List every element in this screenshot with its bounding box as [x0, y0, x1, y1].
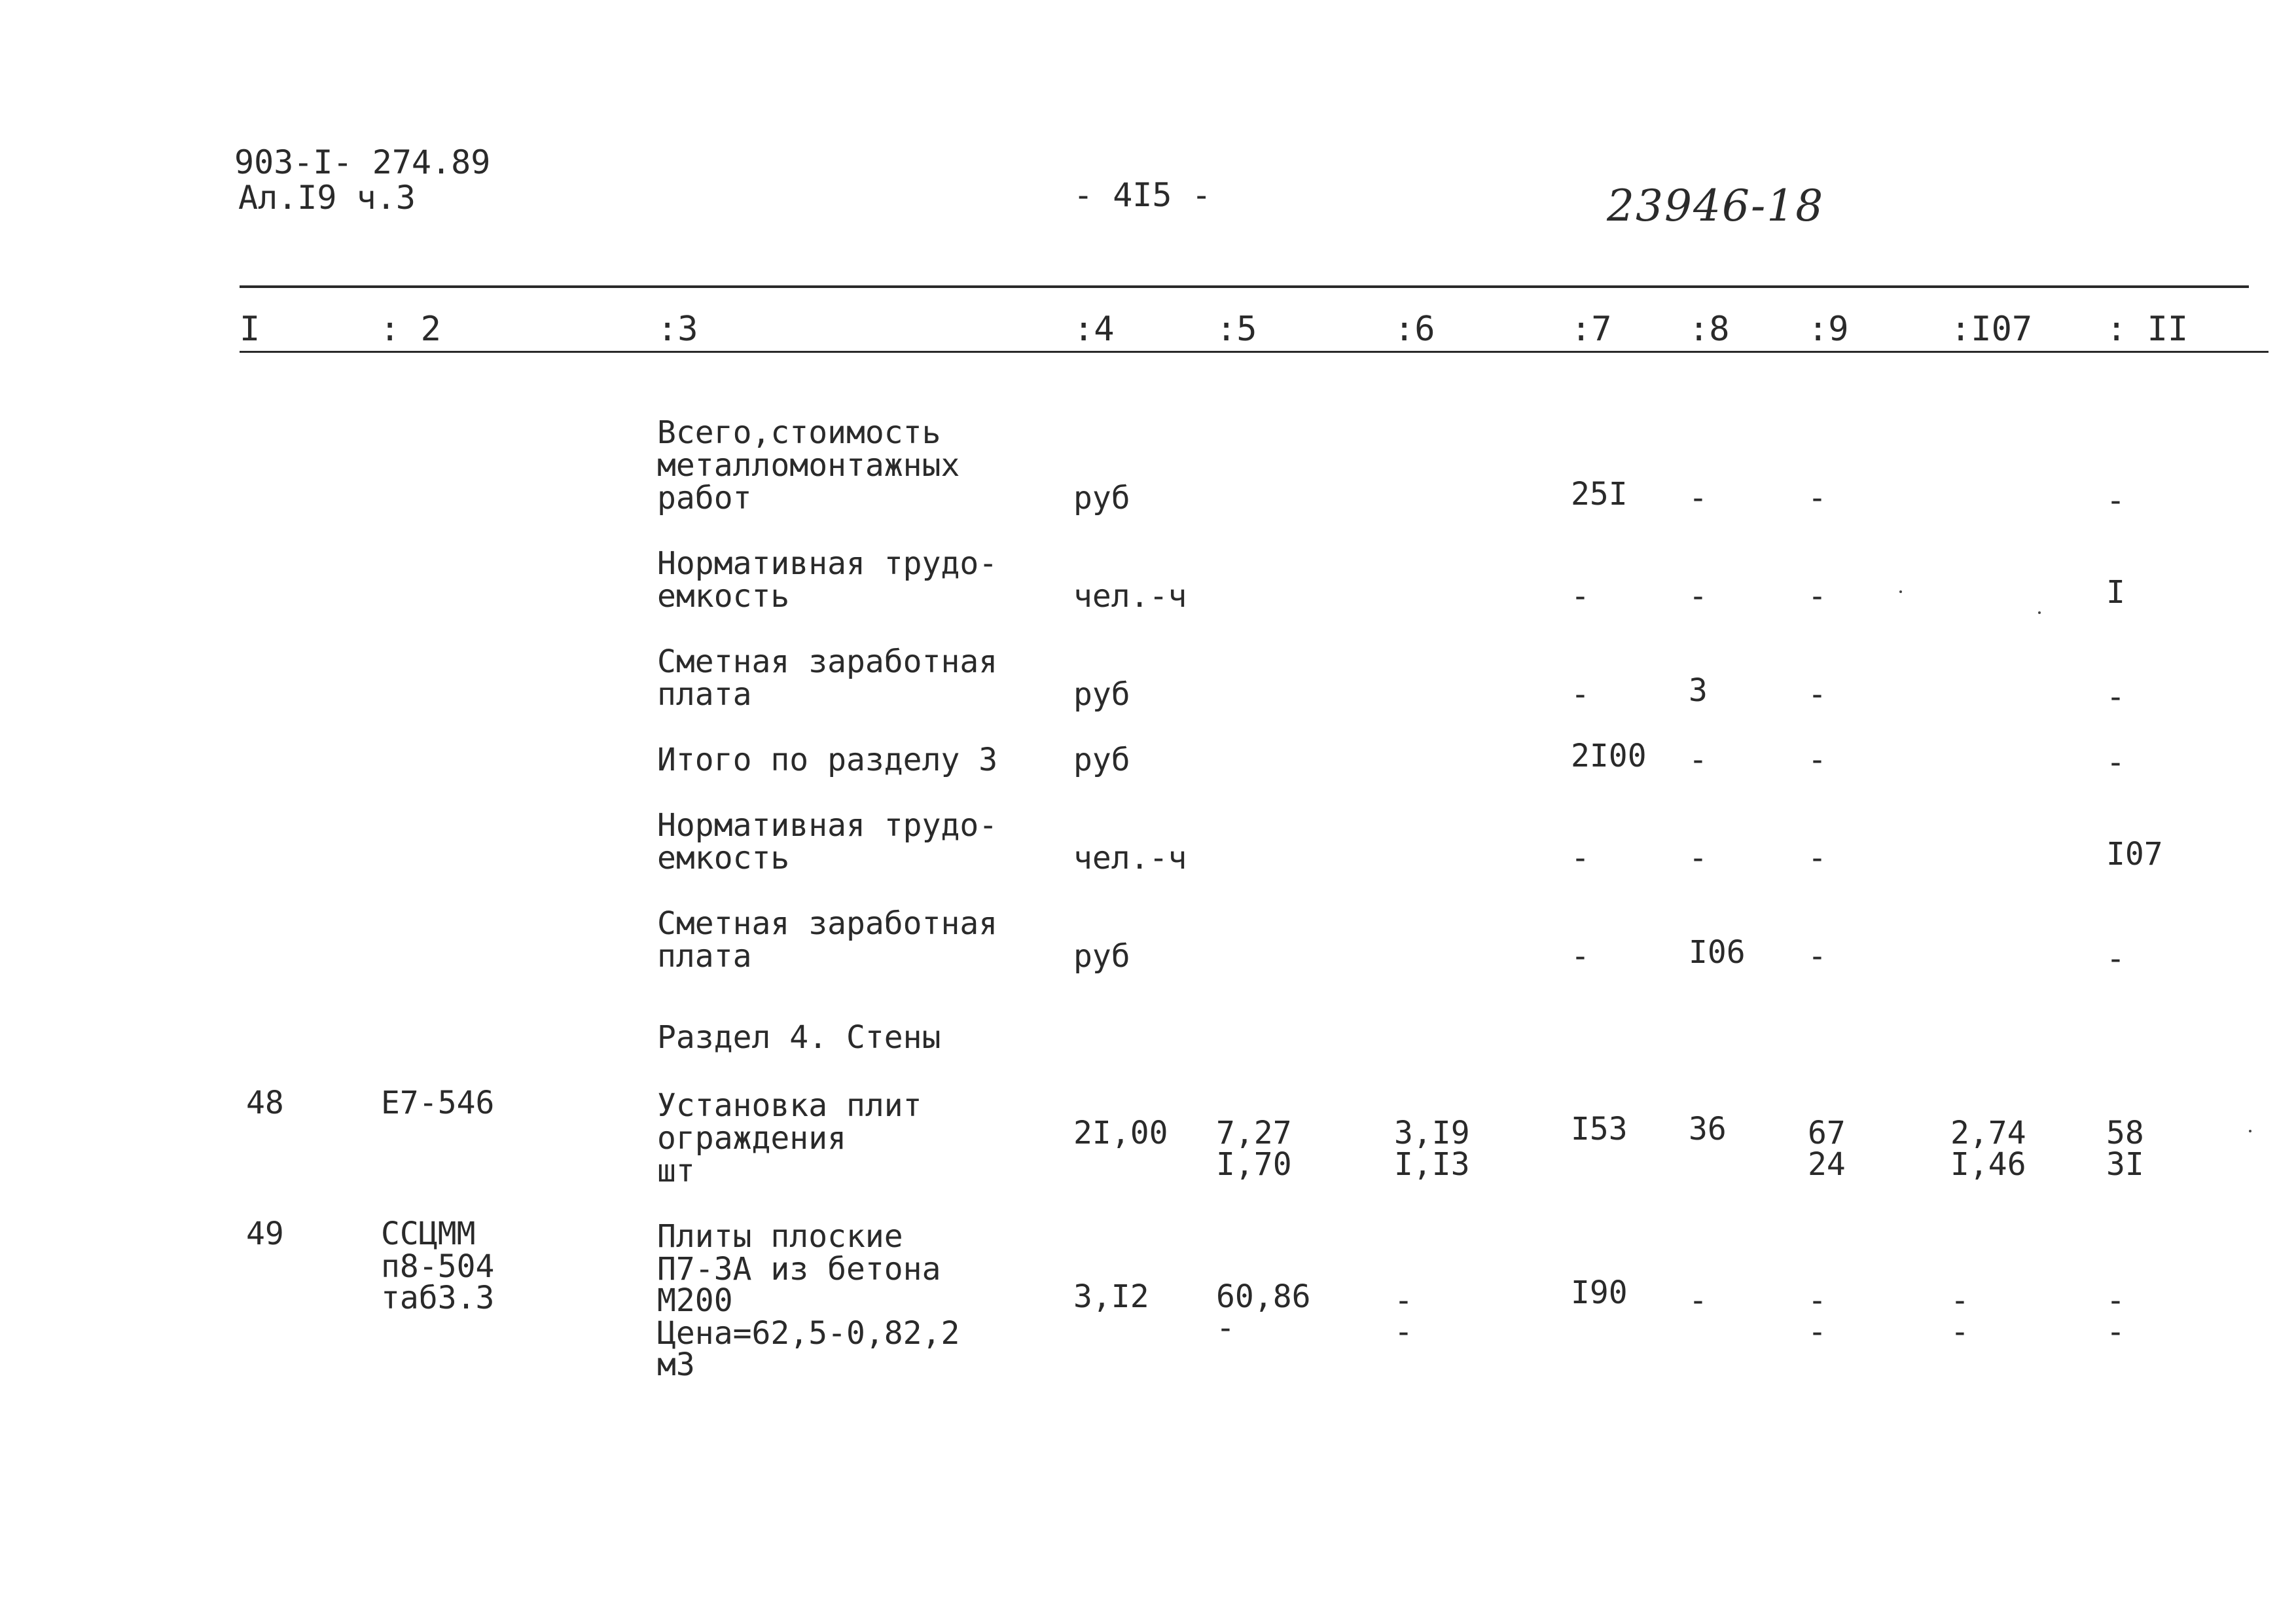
row-name-line: Сметная заработная: [657, 643, 998, 680]
cell-col8: -: [1689, 840, 1708, 876]
row-unit: чел.-ч: [1073, 578, 1187, 615]
cell-col7: 25I: [1571, 476, 1628, 513]
document-code: 903-I- 274.89: [234, 143, 491, 181]
cell-col6-top: 3,I9: [1394, 1115, 1470, 1151]
cell-col5-bottom: I,70: [1216, 1146, 1292, 1183]
scan-speck: [1899, 590, 1902, 593]
cell-col11-top: -: [2106, 1282, 2125, 1319]
cell-col10-top: -: [1950, 1282, 1969, 1319]
cell-col7: I90: [1571, 1274, 1628, 1311]
column-header-9: :9: [1808, 310, 1849, 349]
row-name-line: металломонтажных: [657, 447, 960, 484]
cell-col6-bottom: -: [1394, 1314, 1413, 1350]
row-unit: руб: [1073, 480, 1130, 516]
cell-col5-top: 60,86: [1216, 1278, 1311, 1315]
cell-col7: -: [1571, 578, 1590, 615]
column-header-7: :7: [1571, 310, 1612, 349]
cell-col11-bottom: 3I: [2106, 1146, 2144, 1183]
row-number: 49: [246, 1216, 284, 1252]
cell-col11: -: [2106, 482, 2125, 519]
row-code: Е7-546: [381, 1085, 495, 1121]
cell-col9: -: [1808, 578, 1827, 615]
cell-col8: -: [1689, 1282, 1708, 1319]
cell-col4: 2I,00: [1073, 1115, 1168, 1151]
row-code-line: п8-504: [381, 1248, 495, 1285]
page-number: - 4I5 -: [1073, 176, 1211, 214]
row-name-line: емкость: [657, 578, 790, 615]
cell-col9: -: [1808, 742, 1827, 778]
cell-col9-bottom: 24: [1808, 1146, 1846, 1183]
cell-col9-top: -: [1808, 1282, 1827, 1319]
cell-col11: -: [2106, 941, 2125, 977]
column-header-5: :5: [1216, 310, 1257, 349]
cell-col8: 3: [1689, 672, 1708, 709]
cell-col11-top: 58: [2106, 1115, 2144, 1151]
cell-col5-top: 7,27: [1216, 1115, 1292, 1151]
cell-col8: -: [1689, 578, 1708, 615]
cell-col9-top: 67: [1808, 1115, 1846, 1151]
scan-speck: [2249, 1130, 2251, 1132]
cell-col7: -: [1571, 840, 1590, 876]
cell-col7: -: [1571, 938, 1590, 975]
cell-col7: I53: [1571, 1111, 1628, 1147]
album-number: Ал.I9 ч.3: [238, 179, 416, 217]
cell-col10-top: 2,74: [1950, 1115, 2026, 1151]
row-code-line: таб3.3: [381, 1280, 495, 1316]
cell-col8: 36: [1689, 1111, 1727, 1147]
section-title: Раздел 4. Стены: [657, 1019, 941, 1056]
cell-col11-bottom: -: [2106, 1314, 2125, 1350]
row-unit: руб: [1073, 742, 1130, 778]
cell-col11: -: [2106, 744, 2125, 781]
inventory-number: 23946-18: [1607, 181, 1825, 231]
row-number: 48: [246, 1085, 284, 1121]
top-rule: [240, 285, 2249, 288]
cell-col11: -: [2106, 679, 2125, 715]
cell-col7: 2I00: [1571, 738, 1647, 774]
column-header-6: :6: [1394, 310, 1435, 349]
row-name-line: емкость: [657, 840, 790, 876]
row-name-line: Сметная заработная: [657, 905, 998, 942]
cell-col8: -: [1689, 480, 1708, 516]
row-unit: чел.-ч: [1073, 840, 1187, 876]
row-name-line: плата: [657, 938, 752, 975]
column-header-1: I: [240, 310, 260, 349]
cell-col9: -: [1808, 840, 1827, 876]
column-header-2: : 2: [380, 310, 441, 349]
row-name-line: работ: [657, 480, 752, 516]
row-name-line: П7-3А из бетона: [657, 1251, 941, 1288]
row-code-line: ССЦММ: [381, 1216, 476, 1252]
cell-col6-top: -: [1394, 1282, 1413, 1319]
row-name-line: Установка плит: [657, 1087, 922, 1124]
row-unit: руб: [1073, 938, 1130, 975]
row-name-line: Нормативная трудо-: [657, 807, 998, 844]
row-unit: руб: [1073, 676, 1130, 713]
scan-speck: [2038, 611, 2041, 614]
cell-col11: I: [2106, 574, 2125, 611]
cell-col9: -: [1808, 676, 1827, 713]
cell-col10-bottom: -: [1950, 1314, 1969, 1350]
row-name-line: Плиты плоские: [657, 1218, 903, 1255]
column-header-10: :I07: [1950, 310, 2033, 349]
row-name-line: ограждения: [657, 1120, 846, 1157]
cell-col9: -: [1808, 480, 1827, 516]
row-name-line: шт: [657, 1153, 695, 1189]
header-underline: [240, 351, 2269, 353]
cell-col8: -: [1689, 742, 1708, 778]
column-header-3: :3: [657, 310, 698, 349]
cell-col5-bottom: -: [1216, 1310, 1235, 1346]
column-header-11: : II: [2106, 310, 2189, 349]
cell-col9-bottom: -: [1808, 1314, 1827, 1350]
column-header-4: :4: [1073, 310, 1115, 349]
row-name-line: Итого по разделу 3: [657, 742, 998, 778]
cell-col11: I07: [2106, 836, 2163, 873]
cell-col6-bottom: I,I3: [1394, 1146, 1470, 1183]
row-name-line: Всего,стоимость: [657, 414, 941, 451]
cell-col10-bottom: I,46: [1950, 1146, 2026, 1183]
column-header-8: :8: [1689, 310, 1730, 349]
row-name-line: Нормативная трудо-: [657, 545, 998, 582]
row-name-line: Цена=62,5-0,82,2: [657, 1315, 960, 1352]
cell-col4: 3,I2: [1073, 1278, 1149, 1315]
cell-col9: -: [1808, 938, 1827, 975]
row-name-line: М200: [657, 1282, 733, 1319]
row-name-line: плата: [657, 676, 752, 713]
cell-col8: I06: [1689, 934, 1746, 971]
cell-col7: -: [1571, 676, 1590, 713]
row-name-line: м3: [657, 1346, 695, 1383]
